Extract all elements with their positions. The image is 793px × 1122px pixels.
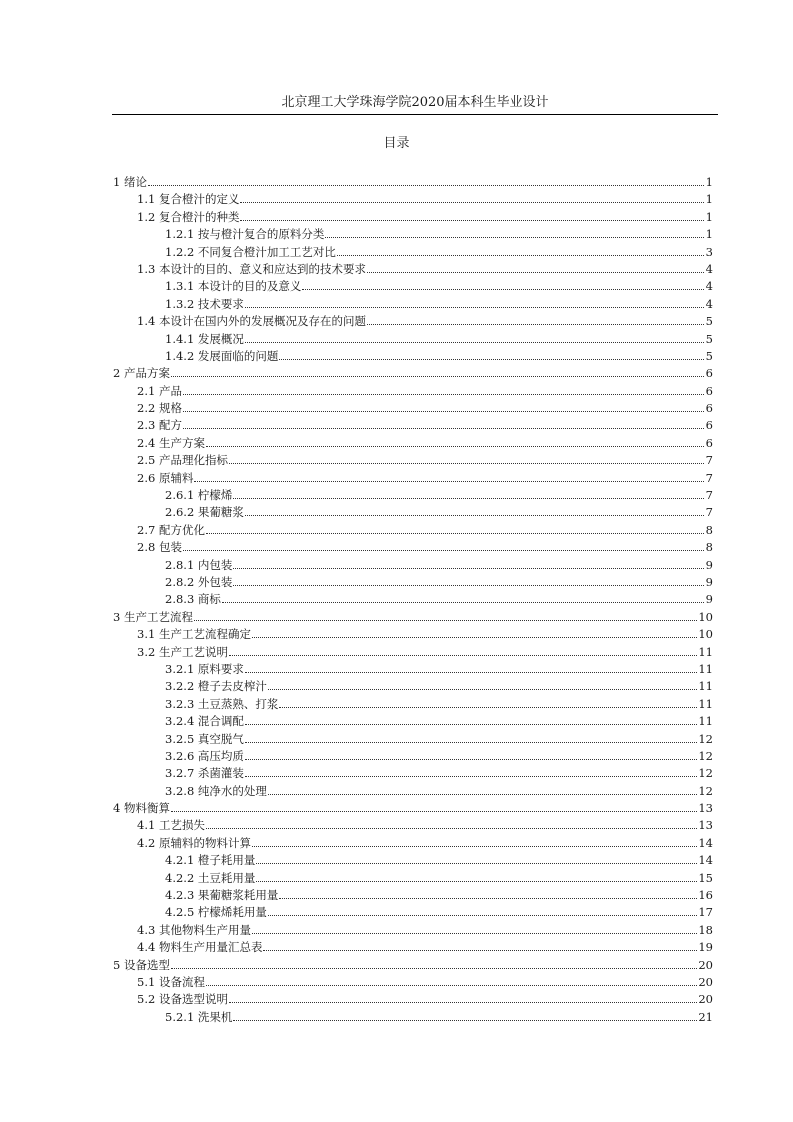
toc-entry-page-number: 20	[698, 992, 713, 1007]
toc-entry-label: 5.2 设备选型说明	[137, 992, 228, 1007]
dot-leader	[206, 520, 704, 534]
toc-entry-page-number: 15	[698, 870, 713, 885]
dot-leader	[245, 746, 697, 760]
dot-leader	[325, 224, 704, 238]
dot-leader	[222, 589, 704, 603]
toc-entry[interactable]	[137, 189, 713, 206]
toc-entry[interactable]	[113, 363, 713, 380]
toc-entry[interactable]	[165, 746, 713, 763]
toc-entry[interactable]	[165, 346, 713, 363]
toc-entry-page-number: 4	[705, 261, 713, 276]
dot-leader	[229, 989, 697, 1003]
toc-entry-page-number: 10	[698, 609, 713, 624]
toc-entry-label: 1.2.1 按与橙汁复合的原料分类	[165, 227, 325, 242]
toc-entry-label: 2.2 规格	[137, 401, 182, 416]
toc-entry[interactable]	[137, 989, 713, 1006]
toc-entry-page-number: 11	[698, 661, 713, 676]
toc-entry-page-number: 20	[698, 957, 713, 972]
toc-entry-label: 2.8.2 外包装	[165, 574, 233, 589]
dot-leader	[268, 676, 697, 690]
toc-entry-label: 2.1 产品	[137, 383, 182, 398]
toc-entry[interactable]	[137, 415, 713, 432]
toc-entry-page-number: 13	[698, 801, 713, 816]
toc-entry-page-number: 11	[698, 679, 713, 694]
toc-entry[interactable]	[137, 381, 713, 398]
toc-entry-page-number: 6	[705, 401, 713, 416]
toc-entry-label: 3.2.3 土豆蒸熟、打浆	[165, 696, 279, 711]
dot-leader	[229, 642, 697, 656]
toc-entry-page-number: 11	[698, 644, 713, 659]
toc-entry-page-number: 6	[705, 418, 713, 433]
toc-entry-page-number: 9	[705, 557, 713, 572]
dot-leader	[171, 363, 704, 377]
toc-entry[interactable]	[165, 711, 713, 728]
toc-entry-page-number: 7	[705, 470, 713, 485]
toc-entry-label: 4.1 工艺损失	[137, 818, 205, 833]
dot-leader	[171, 798, 697, 812]
toc-entry-page-number: 12	[698, 748, 713, 763]
toc-entry-page-number: 21	[698, 1009, 713, 1024]
toc-entry-label: 2.6.2 果葡糖浆	[165, 505, 244, 520]
toc-entry[interactable]	[165, 850, 713, 867]
toc-entry[interactable]	[137, 433, 713, 450]
dot-leader	[194, 607, 697, 621]
toc-entry-page-number: 1	[705, 175, 713, 189]
toc-entry[interactable]	[165, 902, 713, 919]
dot-leader	[206, 815, 697, 829]
dot-leader	[233, 1007, 697, 1021]
toc-entry[interactable]	[165, 329, 713, 346]
dot-leader	[256, 868, 697, 882]
dot-leader	[245, 763, 697, 777]
toc-entry-page-number: 7	[705, 453, 713, 468]
toc-entry-label: 4.3 其他物料生产用量	[137, 922, 251, 937]
dot-leader	[183, 381, 704, 395]
dot-leader	[233, 572, 704, 586]
toc-entry-label: 2.6 原辅料	[137, 470, 194, 485]
toc-entry[interactable]	[165, 885, 713, 902]
toc-entry[interactable]	[165, 659, 713, 676]
toc-entry-page-number: 1	[705, 209, 713, 224]
toc-entry-label: 4.2.1 橙子耗用量	[165, 853, 256, 868]
toc-entry[interactable]	[137, 207, 713, 224]
dot-leader	[302, 276, 704, 290]
toc-entry[interactable]	[113, 955, 713, 972]
dot-leader	[252, 624, 697, 638]
dot-leader	[229, 450, 704, 464]
dot-leader	[279, 885, 697, 899]
toc-entry-label: 5 设备选型	[113, 957, 170, 972]
toc-entry[interactable]	[165, 555, 713, 572]
toc-entry-page-number: 7	[705, 488, 713, 503]
dot-leader	[268, 902, 697, 916]
toc-entry[interactable]	[165, 1007, 713, 1024]
toc-entry-label: 1.3 本设计的目的、意义和应达到的技术要求	[137, 261, 366, 276]
toc-entry[interactable]	[137, 468, 713, 485]
toc-entry[interactable]	[137, 937, 713, 954]
toc-entry[interactable]	[137, 833, 713, 850]
toc-entry-page-number: 5	[705, 314, 713, 329]
toc-entry-page-number: 14	[698, 853, 713, 868]
toc-entry-label: 3.2.1 原料要求	[165, 661, 244, 676]
toc-entry-label: 1.4 本设计在国内外的发展概况及存在的问题	[137, 314, 366, 329]
toc-entry-page-number: 5	[705, 348, 713, 363]
dot-leader	[245, 711, 697, 725]
toc-entry[interactable]	[165, 294, 713, 311]
toc-entry-page-number: 12	[698, 783, 713, 798]
dot-leader	[256, 850, 697, 864]
toc-entry-page-number: 17	[698, 905, 713, 920]
dot-leader	[245, 729, 697, 743]
dot-leader	[263, 937, 697, 951]
toc-entry-page-number: 6	[705, 435, 713, 450]
toc-entry-page-number: 12	[698, 766, 713, 781]
toc-entry-label: 3 生产工艺流程	[113, 609, 193, 624]
toc-entry-label: 4 物料衡算	[113, 801, 170, 816]
dot-leader	[245, 294, 704, 308]
dot-leader	[148, 172, 704, 186]
dot-leader	[279, 346, 704, 360]
toc-entry-page-number: 9	[705, 592, 713, 607]
toc-entry-label: 3.2.7 杀菌灌装	[165, 766, 244, 781]
toc-entry[interactable]	[165, 676, 713, 693]
toc-entry-label: 1.3.1 本设计的目的及意义	[165, 279, 302, 294]
dot-leader	[245, 329, 704, 343]
toc-entry[interactable]	[137, 624, 713, 641]
dot-leader	[194, 468, 704, 482]
dot-leader	[206, 972, 697, 986]
toc-entry-page-number: 20	[698, 974, 713, 989]
toc-entry-page-number: 8	[705, 522, 713, 537]
toc-entry[interactable]	[165, 694, 713, 711]
toc-entry-label: 2.8 包装	[137, 540, 182, 555]
dot-leader	[183, 415, 704, 429]
toc-entry-label: 2.8.1 内包装	[165, 557, 233, 572]
toc-entry[interactable]	[165, 224, 713, 241]
toc-entry-label: 4.4 物料生产用量汇总表	[137, 940, 263, 955]
dot-leader	[233, 485, 704, 499]
dot-leader	[183, 398, 704, 412]
toc-entry-page-number: 14	[698, 835, 713, 850]
toc-entry-page-number: 18	[698, 922, 713, 937]
toc-entry-label: 1.3.2 技术要求	[165, 296, 244, 311]
toc-entry-label: 3.2.2 橙子去皮榨汁	[165, 679, 267, 694]
toc-entry[interactable]	[165, 589, 713, 606]
toc-entry-label: 3.2 生产工艺说明	[137, 644, 228, 659]
toc-entry[interactable]	[137, 920, 713, 937]
toc-entry[interactable]	[165, 276, 713, 293]
toc-entry[interactable]	[137, 520, 713, 537]
toc-entry[interactable]	[113, 798, 713, 815]
toc-entry[interactable]	[113, 172, 713, 189]
toc-entry-page-number: 6	[705, 383, 713, 398]
toc-entry-label: 1.1 复合橙汁的定义	[137, 192, 240, 207]
dot-leader	[252, 920, 697, 934]
toc-entry-label: 1 绪论	[113, 175, 147, 189]
dot-leader	[268, 781, 697, 795]
dot-leader	[240, 207, 704, 221]
toc-entry-label: 2.8.3 商标	[165, 592, 221, 607]
toc-entry-page-number: 1	[705, 192, 713, 207]
toc-entry[interactable]	[137, 398, 713, 415]
toc-entry-label: 5.2.1 洗果机	[165, 1009, 233, 1024]
toc-entry-page-number: 3	[705, 244, 713, 259]
toc-entry-label: 2.4 生产方案	[137, 435, 205, 450]
toc-entry-label: 1.2.2 不同复合橙汁加工工艺对比	[165, 244, 336, 259]
toc-entry[interactable]	[165, 242, 713, 259]
toc-entry-label: 3.2.4 混合调配	[165, 714, 244, 729]
dot-leader	[279, 694, 697, 708]
toc-entry-label: 2.5 产品理化指标	[137, 453, 228, 468]
toc-entry[interactable]	[165, 729, 713, 746]
toc-entry[interactable]	[137, 259, 713, 276]
toc-entry[interactable]	[165, 485, 713, 502]
toc-entry[interactable]	[137, 311, 713, 328]
toc-entry-page-number: 4	[705, 296, 713, 311]
page-header: 北京理工大学珠海学院2020届本科生毕业设计	[112, 95, 718, 115]
toc-entry-label: 5.1 设备流程	[137, 974, 205, 989]
toc-entry-page-number: 19	[698, 940, 713, 955]
toc-entry[interactable]	[137, 815, 713, 832]
toc-entry-label: 1.2 复合橙汁的种类	[137, 209, 240, 224]
toc-entry-page-number: 9	[705, 574, 713, 589]
dot-leader	[245, 502, 704, 516]
toc-title: 目录	[383, 136, 410, 151]
toc-entry-label: 2.6.1 柠檬烯	[165, 488, 233, 503]
toc-entry[interactable]	[137, 972, 713, 989]
dot-leader	[183, 537, 704, 551]
dot-leader	[171, 955, 697, 969]
toc-entry-label: 1.4.1 发展概况	[165, 331, 244, 346]
toc-entry-label: 1.4.2 发展面临的问题	[165, 348, 279, 363]
toc-entry-page-number: 11	[698, 696, 713, 711]
toc-entry-label: 4.2.5 柠檬烯耗用量	[165, 905, 267, 920]
toc-entry[interactable]	[137, 450, 713, 467]
table-of-contents	[0, 172, 793, 1024]
toc-entry-page-number: 12	[698, 731, 713, 746]
toc-entry-page-number: 7	[705, 505, 713, 520]
dot-leader	[367, 259, 704, 273]
toc-entry-page-number: 13	[698, 818, 713, 833]
toc-entry[interactable]	[165, 763, 713, 780]
toc-entry-label: 4.2.2 土豆耗用量	[165, 870, 256, 885]
toc-entry[interactable]	[113, 607, 713, 624]
dot-leader	[367, 311, 704, 325]
dot-leader	[245, 659, 697, 673]
toc-entry-page-number: 11	[698, 714, 713, 729]
toc-entry[interactable]	[165, 781, 713, 798]
dot-leader	[252, 833, 697, 847]
toc-entry[interactable]	[165, 502, 713, 519]
toc-entry-label: 4.2 原辅料的物料计算	[137, 835, 251, 850]
toc-entry-label: 3.2.5 真空脱气	[165, 731, 244, 746]
dot-leader	[337, 242, 704, 256]
toc-entry[interactable]	[137, 642, 713, 659]
toc-entry[interactable]	[165, 868, 713, 885]
toc-entry-page-number: 6	[705, 366, 713, 381]
toc-entry-page-number: 5	[705, 331, 713, 346]
toc-entry-label: 2.3 配方	[137, 418, 182, 433]
dot-leader	[206, 433, 704, 447]
toc-entry-page-number: 4	[705, 279, 713, 294]
toc-entry[interactable]	[165, 572, 713, 589]
toc-entry-label: 3.2.8 纯净水的处理	[165, 783, 267, 798]
toc-entry-label: 3.1 生产工艺流程确定	[137, 627, 251, 642]
toc-entry-page-number: 1	[705, 227, 713, 242]
toc-entry-label: 4.2.3 果葡糖浆耗用量	[165, 888, 279, 903]
toc-entry-page-number: 10	[698, 627, 713, 642]
toc-entry-label: 2.7 配方优化	[137, 522, 205, 537]
toc-entry[interactable]	[137, 537, 713, 554]
toc-entry-page-number: 16	[698, 888, 713, 903]
dot-leader	[233, 555, 704, 569]
toc-entry-label: 3.2.6 高压均质	[165, 748, 244, 763]
toc-entry-page-number: 8	[705, 540, 713, 555]
dot-leader	[240, 189, 704, 203]
toc-entry-label: 2 产品方案	[113, 366, 170, 381]
